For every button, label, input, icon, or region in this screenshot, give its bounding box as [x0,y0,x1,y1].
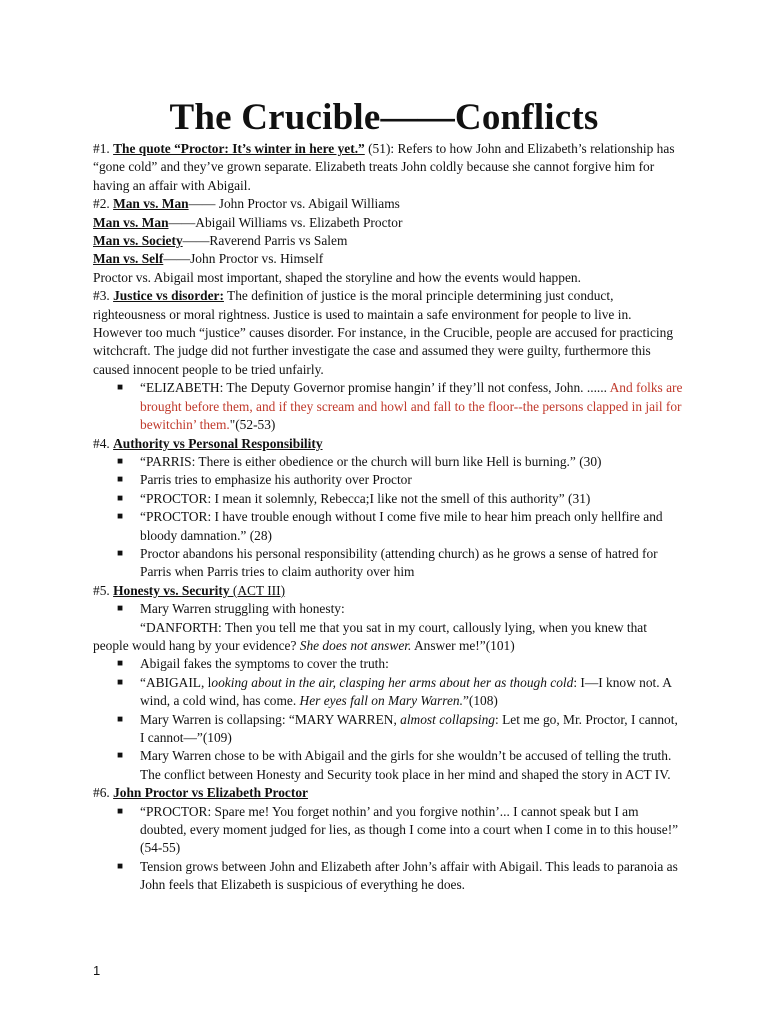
section-3-number: #3. [93,288,114,304]
section-1-text: (51): Refers to how John and Elizabeth’s relationship has “gone cold” and they’ve grown separate. Elizabeth treats John coldly because she cannot forgive him for having an affair with Abigail. [93,141,675,193]
section-4 [93,435,683,453]
section-1-number: #1. [93,141,114,156]
section-1-heading: The quote “Proctor: It’s winter in here yet.” [113,141,365,156]
document-body [93,140,683,895]
section-3-bullets [93,379,683,434]
conflict-text: —— John Proctor vs. Abigail Williams [188,196,400,212]
list-item: ■ Abigail fakes the symptoms to cover the truth: [140,655,683,673]
conflict-text: ——Raverend Parris vs Salem [182,233,348,249]
section-5-act: (ACT III) [229,582,286,598]
conflict-heading: Man vs. Man [113,196,189,212]
section-1 [93,140,683,195]
quote-text: Mary Warren is collapsing: “MARY WARREN, [140,711,401,727]
list-item: ■ “PROCTOR: I mean it solemnly, Rebecca;I like not the smell of this authority” (31) [140,490,683,508]
quote-text: “DANFORTH: Then you tell me that you sat in my court, callously lying, when you knew that people would hang by your evidence? [93,619,647,653]
list-item [140,711,683,748]
page-number: 1 [93,963,101,978]
conflict-heading: Man vs. Man [93,214,169,230]
stage-direction: Her eyes fall on Mary Warren. [299,693,463,709]
conflict-heading: Man vs. Self [93,251,164,267]
quote-citation: "(52-53) [229,417,276,433]
stage-direction: almost collapsing [400,711,495,727]
list-item: ■ Mary Warren chose to be with Abigail and the girls for she wouldn’t be accused of telling the truth. The conflict between Honesty and Security took place in her mind and shaped the story in ACT IV. [140,747,683,784]
conflict-text: ——Abigail Williams vs. Elizabeth Proctor [168,214,403,230]
section-6-heading: John Proctor vs Elizabeth Proctor [113,785,308,801]
list-item: ■ “PROCTOR: I have trouble enough without I come five mile to hear him preach only hellfire and bloody damnation.” (28) [140,508,683,545]
list-item: ■ “PARRIS: There is either obedience or the church will burn like Hell is burning.” (30) [140,453,683,471]
section-2-line-3 [93,232,683,250]
stage-direction: She does not answer. [299,637,412,653]
section-4-bullets [93,453,683,582]
stage-direction: ooking about in the air, clasping her arms about her as though cold [211,674,574,690]
section-6 [93,784,683,802]
quote-text-end: Answer me!”(101) [411,637,515,653]
quote-citation: ”(108) [462,693,498,709]
list-item: ■ Tension grows between John and Elizabeth after John’s affair with Abigail. This leads to paranoia as John feels that Elizabeth is suspicious of everything he does. [140,858,683,895]
conflict-text: ——John Proctor vs. Himself [163,251,324,267]
section-3 [93,287,683,379]
section-6-bullets [93,803,683,895]
section-5-bullets-b [93,655,683,784]
conflict-heading: Man vs. Society [93,233,183,249]
section-5-number: #5. [93,582,114,598]
quote-highlight: And folks are brought before them, and if they scream and howl and fall to the floor--the persons clapped in jail for bewitchin’ them. [140,380,683,433]
section-6-number: #6. [93,785,114,801]
quote-text: : Let me go, Mr. Proctor, I cannot, I cannot—”(109) [140,711,678,745]
list-item [140,379,683,434]
section-2-line-2 [93,214,683,232]
section-5 [93,582,683,600]
section-2-line-1 [93,195,683,213]
document-title: The Crucible——Conflicts [169,97,599,138]
section-5-bullets-a [93,600,683,618]
section-3-text: The definition of justice is the moral principle determining just conduct, righteousness or moral rightness. Justice is used to maintain a safe environment for people to live in. However too much “justice” causes disorder. For instance, in the Crucible, people are accused for practicing witchcraft. The judge did not further investigate the case and assumed they were guilty, furthermore this caused innocent people to be tried unfairly. [93,288,674,377]
section-4-number: #4. [93,435,114,451]
section-5-heading: Honesty vs. Security [113,582,230,598]
list-item: ■ Mary Warren struggling with honesty: [140,600,683,618]
section-3-heading: Justice vs disorder: [113,288,224,304]
list-item: ■ Parris tries to emphasize his authority over Proctor [140,471,683,489]
section-2-summary: Proctor vs. Abigail most important, shaped the storyline and how the events would happen. [93,269,581,285]
list-item: ■ “PROCTOR: Spare me! You forget nothin’ and you forgive nothin’... I cannot speak but I am doubted, every moment judged for lies, as though I come into a court when I come in to this house!” (54-55) [140,803,683,858]
section-4-heading: Authority vs Personal Responsibility [113,435,323,451]
quote-text: “ELIZABETH: The Deputy Governor promise hangin’ if they’ll not confess, John. ...... [140,380,607,396]
list-item: ■ Proctor abandons his personal responsibility (attending church) as he grows a sense of hatred for Parris when Parris tries to claim authority over him [140,545,683,582]
section-2-number: #2. [93,196,114,212]
section-2-line-4 [93,250,683,268]
quote-text: “ABIGAIL, l [140,674,212,690]
quote-text: : I—I know not. A wind, a cold wind, has come. [140,674,672,709]
list-item [140,674,683,711]
danforth-quote [93,619,683,656]
